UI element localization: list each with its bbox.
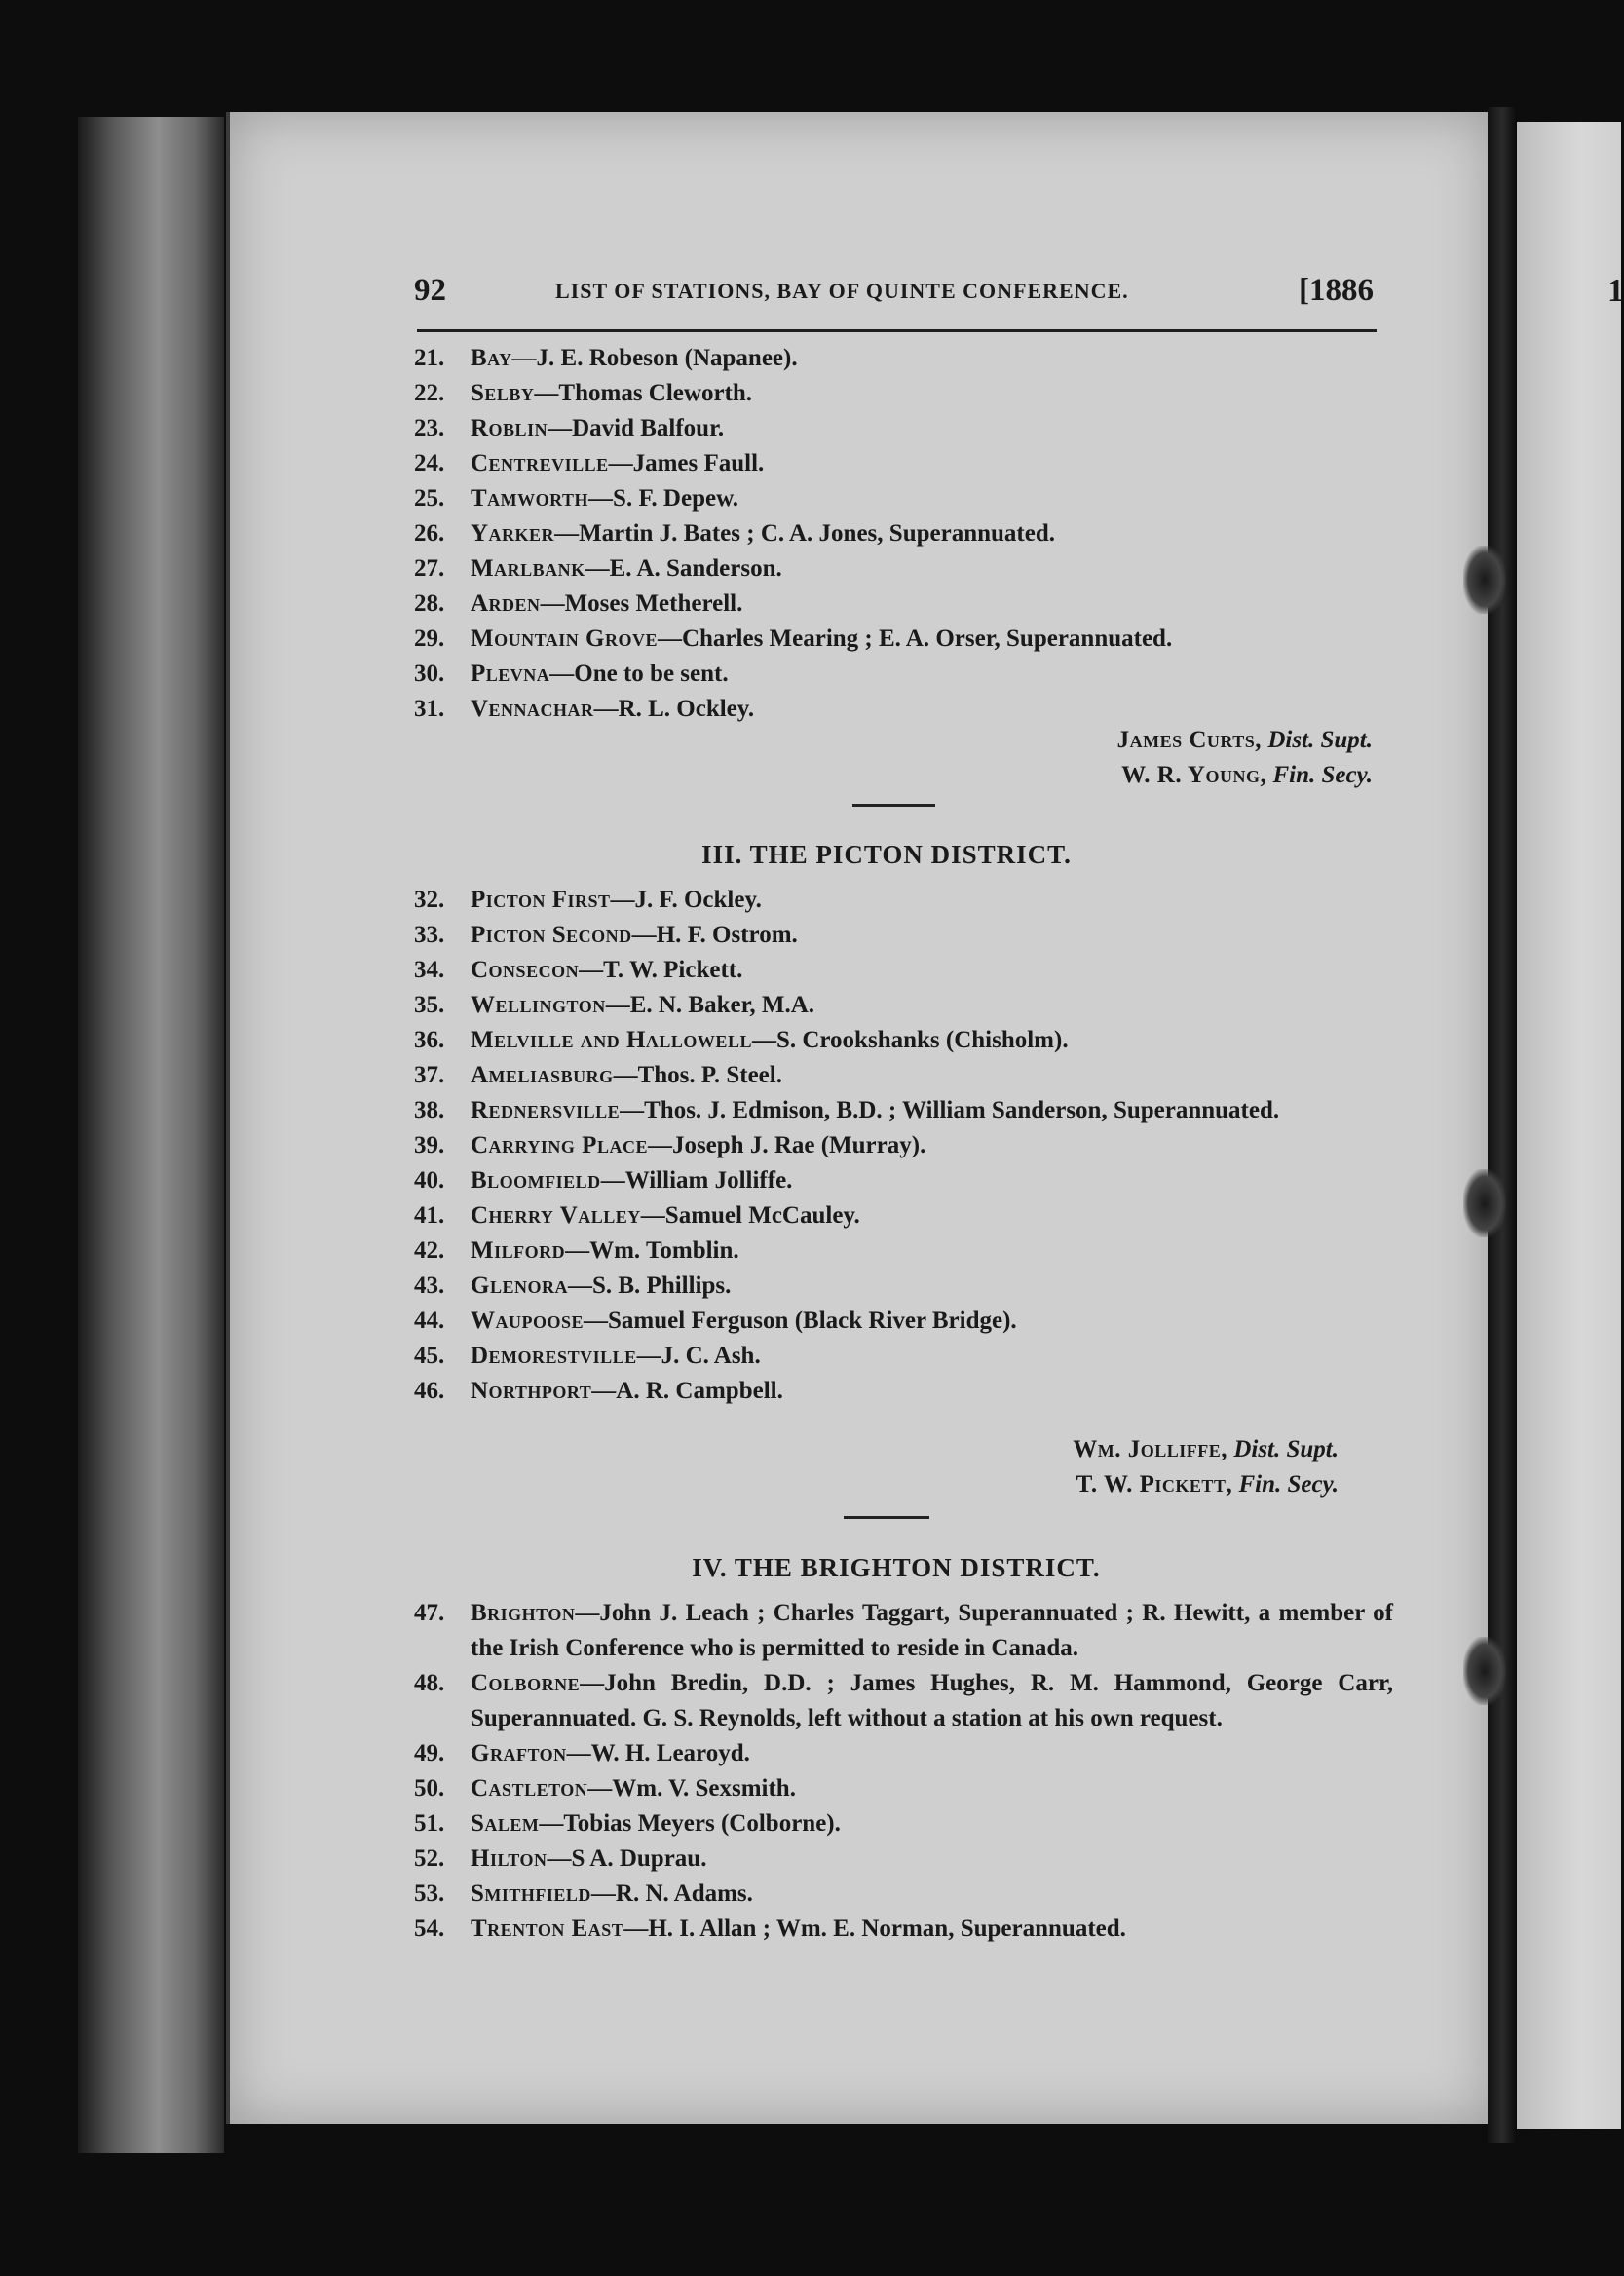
station-name: Glenora bbox=[471, 1272, 568, 1299]
station-entry bbox=[414, 1841, 1393, 1877]
station-name: Bay bbox=[471, 345, 512, 371]
station-number: 26. bbox=[414, 520, 445, 547]
station-entry bbox=[414, 622, 1393, 657]
station-entry bbox=[414, 341, 1393, 376]
station-appointment: —Thos. J. Edmison, B.D. ; William Sanderson, Superannuated. bbox=[620, 1097, 1280, 1123]
station-number: 36. bbox=[414, 1027, 445, 1053]
station-number: 50. bbox=[414, 1775, 445, 1802]
station-entry bbox=[414, 1093, 1393, 1128]
station-entry bbox=[414, 1736, 1393, 1771]
station-entry bbox=[414, 1304, 1393, 1339]
station-number: 24. bbox=[414, 450, 445, 476]
section-ii-signatures bbox=[1117, 723, 1373, 793]
district-superintendent-line: James Curts, Dist. Supt. bbox=[1116, 727, 1373, 753]
station-name: Tamworth bbox=[471, 485, 589, 512]
station-entry bbox=[414, 1023, 1393, 1058]
station-entry bbox=[414, 1877, 1393, 1912]
station-appointment: —J. E. Robeson (Napanee). bbox=[511, 345, 798, 371]
station-entry bbox=[414, 376, 1393, 411]
station-name: Milford bbox=[471, 1237, 566, 1264]
station-entry bbox=[414, 1233, 1393, 1269]
station-name: Bloomfield bbox=[471, 1167, 601, 1194]
station-entry bbox=[414, 1269, 1393, 1304]
station-name: Ameliasburg bbox=[471, 1062, 614, 1088]
station-number: 38. bbox=[414, 1097, 445, 1123]
station-entry bbox=[414, 1128, 1393, 1163]
station-name: Waupoose bbox=[471, 1308, 585, 1334]
station-appointment: —Tobias Meyers (Colborne). bbox=[539, 1810, 841, 1837]
binding-clip-upper bbox=[1463, 546, 1506, 614]
station-appointment: —R. L. Ockley. bbox=[593, 696, 755, 722]
station-number: 49. bbox=[414, 1740, 445, 1766]
financial-secretary-line: W. R. Young, Fin. Secy. bbox=[1121, 762, 1373, 788]
station-number: 22. bbox=[414, 380, 445, 406]
station-number: 30. bbox=[414, 661, 445, 687]
station-name: Colborne bbox=[471, 1670, 581, 1696]
station-entry bbox=[414, 1339, 1393, 1374]
station-appointment: —James Faull. bbox=[608, 450, 765, 476]
station-appointment: —J. F. Ockley. bbox=[610, 887, 762, 913]
station-name: Smithfield bbox=[471, 1880, 591, 1907]
station-appointment: —One to be sent. bbox=[549, 661, 729, 687]
station-name: Picton Second bbox=[471, 922, 632, 948]
station-appointment: —Wm. V. Sexsmith. bbox=[587, 1775, 796, 1802]
station-number: 27. bbox=[414, 555, 445, 582]
station-entry bbox=[414, 1198, 1393, 1233]
station-name: Picton First bbox=[471, 887, 611, 913]
station-number: 44. bbox=[414, 1308, 445, 1334]
station-entry bbox=[414, 1596, 1393, 1666]
station-appointment: —David Balfour. bbox=[548, 415, 725, 441]
station-appointment: —Thos. P. Steel. bbox=[613, 1062, 782, 1088]
binding-clip-lower bbox=[1463, 1637, 1506, 1705]
section-ii-entries bbox=[414, 341, 1393, 727]
station-entry bbox=[414, 587, 1393, 622]
station-number: 21. bbox=[414, 345, 445, 371]
station-name: Arden bbox=[471, 590, 541, 617]
station-appointment: —H. F. Ostrom. bbox=[631, 922, 798, 948]
station-name: Consecon bbox=[471, 957, 580, 983]
station-number: 52. bbox=[414, 1845, 445, 1872]
station-entry bbox=[414, 883, 1393, 918]
section-iii-entries bbox=[414, 883, 1393, 1409]
station-appointment: —John J. Leach ; Charles Taggart, Superannuated ; R. Hewitt, a member of the Irish Conference who is permitted to reside in Canada. bbox=[471, 1600, 1393, 1661]
station-entry bbox=[414, 1666, 1393, 1736]
station-entry bbox=[414, 516, 1393, 551]
station-appointment: —Thomas Cleworth. bbox=[534, 380, 753, 406]
station-number: 43. bbox=[414, 1272, 445, 1299]
station-entry bbox=[414, 1806, 1393, 1841]
station-number: 33. bbox=[414, 922, 445, 948]
station-name: Plevna bbox=[471, 661, 550, 687]
station-name: Northport bbox=[471, 1378, 592, 1404]
station-name: Marlbank bbox=[471, 555, 585, 582]
section-iv-heading: IV. THE BRIGHTON DISTRICT. bbox=[692, 1553, 1101, 1582]
station-number: 28. bbox=[414, 590, 445, 617]
station-name: Cherry Valley bbox=[471, 1202, 641, 1229]
header-rule bbox=[417, 329, 1377, 332]
station-appointment: —S. Crookshanks (Chisholm). bbox=[751, 1027, 1069, 1053]
station-name: Roblin bbox=[471, 415, 548, 441]
station-appointment: —Martin J. Bates ; C. A. Jones, Superannuated. bbox=[554, 520, 1055, 547]
station-number: 40. bbox=[414, 1167, 445, 1194]
station-name: Grafton bbox=[471, 1740, 567, 1766]
station-appointment: —S. B. Phillips. bbox=[567, 1272, 732, 1299]
station-name: Mountain Grove bbox=[471, 626, 658, 652]
station-name: Carrying Place bbox=[471, 1132, 648, 1158]
station-entry bbox=[414, 1771, 1393, 1806]
station-appointment: —H. I. Allan ; Wm. E. Norman, Superannuated. bbox=[623, 1916, 1126, 1942]
station-name: Rednersville bbox=[471, 1097, 621, 1123]
station-entry bbox=[414, 551, 1393, 587]
station-number: 45. bbox=[414, 1343, 445, 1369]
station-number: 39. bbox=[414, 1132, 445, 1158]
station-entry bbox=[414, 988, 1393, 1023]
station-name: Castleton bbox=[471, 1775, 588, 1802]
section-iii-heading: III. THE PICTON DISTRICT. bbox=[701, 840, 1072, 869]
station-number: 48. bbox=[414, 1670, 445, 1696]
station-number: 31. bbox=[414, 696, 445, 722]
station-number: 34. bbox=[414, 957, 445, 983]
station-appointment: —Joseph J. Rae (Murray). bbox=[647, 1132, 926, 1158]
station-entry bbox=[414, 1912, 1393, 1947]
station-appointment: —Wm. Tomblin. bbox=[565, 1237, 739, 1264]
station-appointment: —T. W. Pickett. bbox=[579, 957, 743, 983]
station-entry bbox=[414, 918, 1393, 953]
station-number: 37. bbox=[414, 1062, 445, 1088]
station-entry bbox=[414, 692, 1393, 727]
station-entry bbox=[414, 411, 1393, 446]
station-appointment: —W. H. Learoyd. bbox=[566, 1740, 750, 1766]
header-year: [1886 bbox=[1299, 273, 1374, 308]
station-number: 46. bbox=[414, 1378, 445, 1404]
station-appointment: —Charles Mearing ; E. A. Orser, Superannuated. bbox=[657, 626, 1173, 652]
station-name: Trenton East bbox=[471, 1916, 624, 1942]
facing-page-edge bbox=[1517, 122, 1621, 2129]
station-appointment: —Samuel Ferguson (Black River Bridge). bbox=[584, 1308, 1017, 1334]
station-name: Selby bbox=[471, 380, 535, 406]
station-number: 53. bbox=[414, 1880, 445, 1907]
station-number: 35. bbox=[414, 992, 445, 1018]
page-number: 92 bbox=[414, 273, 446, 308]
station-appointment: —J. C. Ash. bbox=[636, 1343, 761, 1369]
financial-secretary-line: T. W. Pickett, Fin. Secy. bbox=[1076, 1471, 1339, 1498]
station-number: 32. bbox=[414, 887, 445, 913]
station-appointment: —E. A. Sanderson. bbox=[585, 555, 782, 582]
station-appointment: —John Bredin, D.D. ; James Hughes, R. M. Hammond, George Carr, Superannuated. G. S. Reynolds, left without a station at his own request. bbox=[471, 1670, 1393, 1731]
station-appointment: —S. F. Depew. bbox=[588, 485, 739, 512]
station-appointment: —William Jolliffe. bbox=[600, 1167, 793, 1194]
station-entry bbox=[414, 1374, 1393, 1409]
station-appointment: —R. N. Adams. bbox=[590, 1880, 753, 1907]
station-name: Wellington bbox=[471, 992, 606, 1018]
section-iv-entries bbox=[414, 1596, 1393, 1947]
station-name: Hilton bbox=[471, 1845, 548, 1872]
station-appointment: —Moses Metherell. bbox=[540, 590, 743, 617]
station-number: 23. bbox=[414, 415, 445, 441]
station-entry bbox=[414, 657, 1393, 692]
station-name: Melville and Hallowell bbox=[471, 1027, 752, 1053]
station-number: 51. bbox=[414, 1810, 445, 1837]
station-name: Yarker bbox=[471, 520, 555, 547]
page-header bbox=[414, 273, 1388, 312]
station-appointment: —A. R. Campbell. bbox=[591, 1378, 783, 1404]
station-number: 41. bbox=[414, 1202, 445, 1229]
station-name: Demorestville bbox=[471, 1343, 637, 1369]
station-name: Centreville bbox=[471, 450, 609, 476]
station-appointment: —Samuel McCauley. bbox=[640, 1202, 860, 1229]
station-entry bbox=[414, 1058, 1393, 1093]
running-title: LIST OF STATIONS, BAY OF QUINTE CONFERENCE. bbox=[555, 279, 1129, 303]
station-entry bbox=[414, 446, 1393, 481]
station-name: Vennachar bbox=[471, 696, 594, 722]
section-divider bbox=[844, 1516, 929, 1519]
section-iii-signatures bbox=[1073, 1432, 1339, 1502]
station-appointment: —E. N. Baker, M.A. bbox=[605, 992, 815, 1018]
facing-page-number: 1 bbox=[1607, 273, 1624, 309]
book-spine bbox=[78, 117, 224, 2153]
station-number: 25. bbox=[414, 485, 445, 512]
station-number: 29. bbox=[414, 626, 445, 652]
page-gutter bbox=[1488, 107, 1517, 2143]
station-appointment: —S A. Duprau. bbox=[547, 1845, 707, 1872]
section-divider bbox=[852, 804, 935, 807]
binding-clip-middle bbox=[1463, 1169, 1506, 1237]
station-name: Brighton bbox=[471, 1600, 576, 1626]
station-entry bbox=[414, 481, 1393, 516]
station-number: 42. bbox=[414, 1237, 445, 1264]
station-name: Salem bbox=[471, 1810, 540, 1837]
station-entry bbox=[414, 953, 1393, 988]
station-number: 54. bbox=[414, 1916, 445, 1942]
district-superintendent-line: Wm. Jolliffe, Dist. Supt. bbox=[1073, 1436, 1339, 1462]
station-number: 47. bbox=[414, 1600, 445, 1626]
station-entry bbox=[414, 1163, 1393, 1198]
